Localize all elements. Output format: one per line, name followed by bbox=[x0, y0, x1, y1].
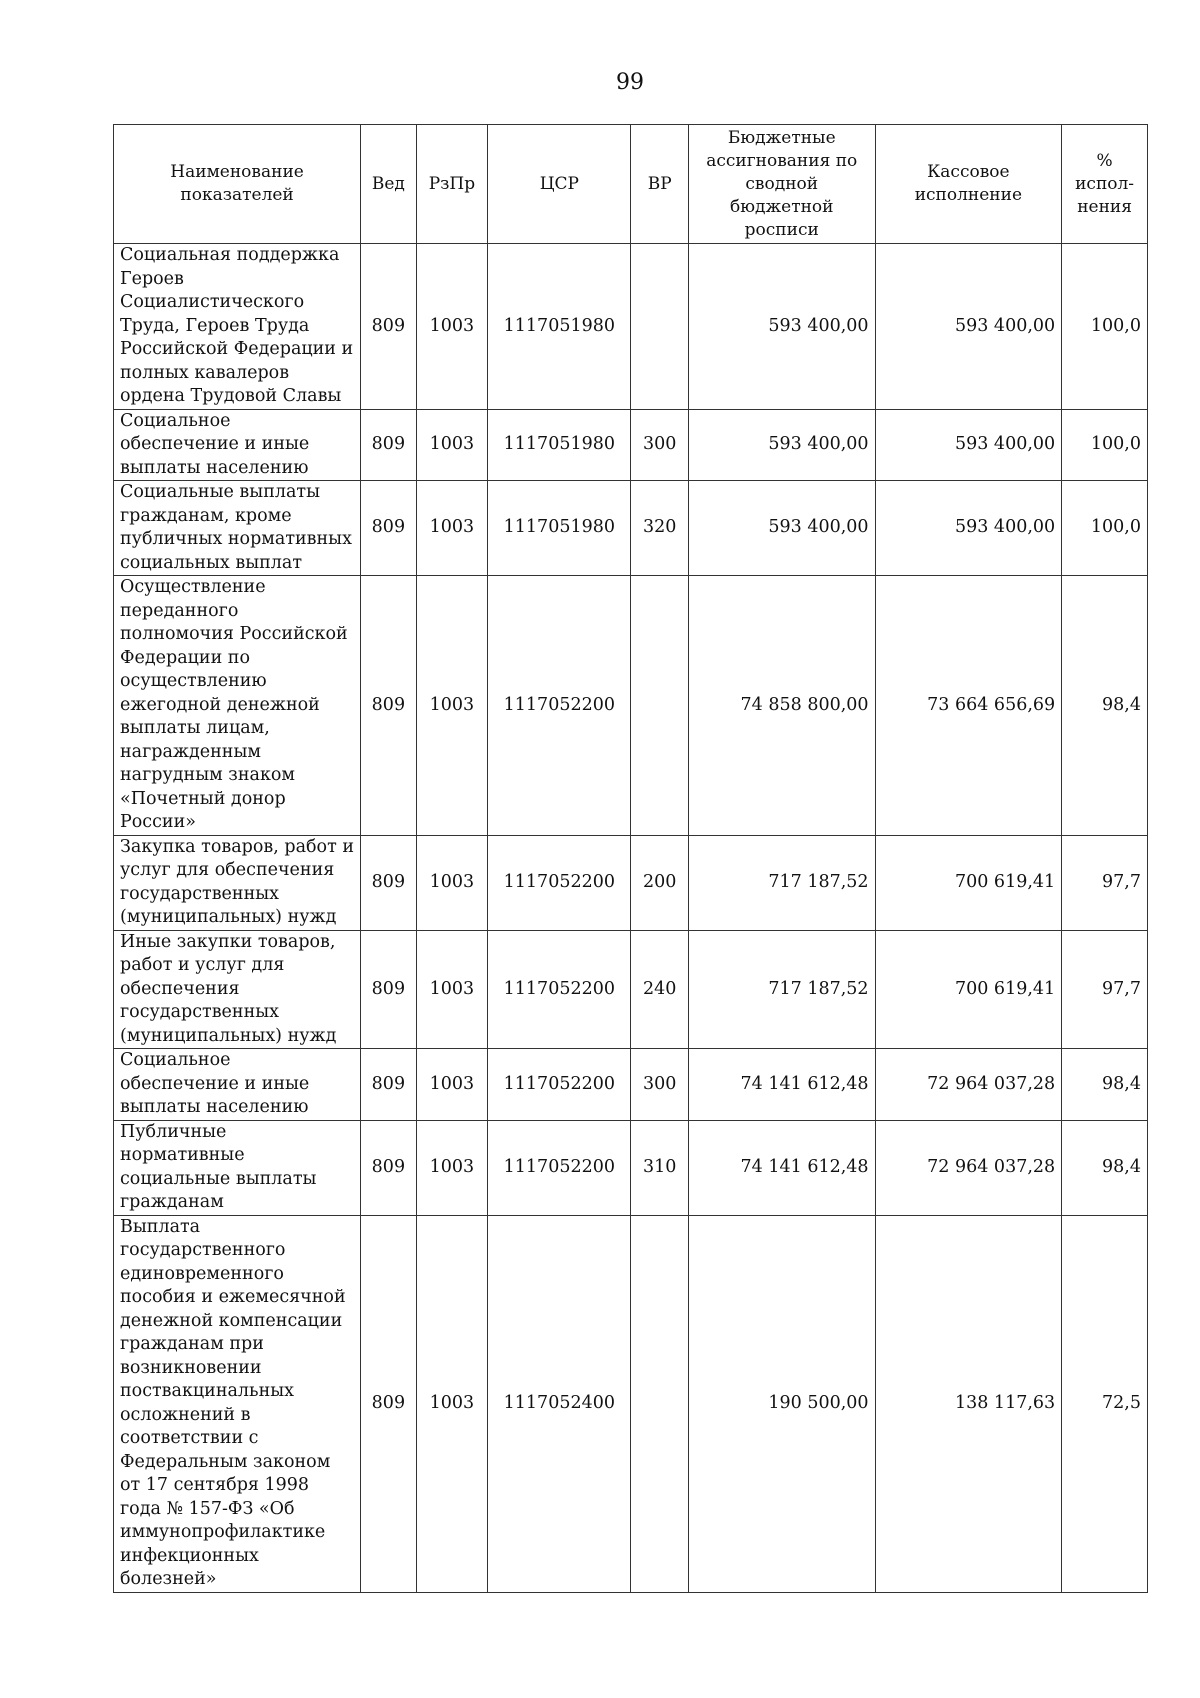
cell-cash: 593 400,00 bbox=[875, 409, 1062, 481]
header-ved: Вед bbox=[361, 125, 416, 244]
cell-name: Публичные нормативные социальные выплаты гражданам bbox=[114, 1120, 361, 1215]
header-name: Наименование показателей bbox=[114, 125, 361, 244]
cell-vr: 300 bbox=[631, 1049, 689, 1121]
header-csr: ЦСР bbox=[488, 125, 631, 244]
cell-name: Социальное обеспечение и иные выплаты населению bbox=[114, 1049, 361, 1121]
cell-vr: 310 bbox=[631, 1120, 689, 1215]
cell-rzpr: 1003 bbox=[416, 1215, 488, 1592]
cell-name: Выплата государственного единовременного пособия и ежемесячной денежной компенсации гражданам при возникновении поствакцинальных осложнений в соответствии с Федеральным законом от 17 сентября 1998 года № 157-ФЗ «Об иммунопрофилактике инфекционных болезней» bbox=[114, 1215, 361, 1592]
table-row bbox=[114, 1215, 1148, 1592]
cell-budget: 717 187,52 bbox=[688, 835, 875, 930]
cell-ved: 809 bbox=[361, 1049, 416, 1121]
cell-cash: 700 619,41 bbox=[875, 835, 1062, 930]
cell-cash: 138 117,63 bbox=[875, 1215, 1062, 1592]
cell-pct: 100,0 bbox=[1062, 244, 1148, 410]
cell-cash: 700 619,41 bbox=[875, 930, 1062, 1049]
cell-rzpr: 1003 bbox=[416, 835, 488, 930]
cell-pct: 98,4 bbox=[1062, 1120, 1148, 1215]
cell-csr: 1117052200 bbox=[488, 576, 631, 836]
header-cash: Кассовое исполнение bbox=[875, 125, 1062, 244]
cell-vr: 240 bbox=[631, 930, 689, 1049]
table-row bbox=[114, 409, 1148, 481]
cell-vr: 320 bbox=[631, 481, 689, 576]
cell-pct: 98,4 bbox=[1062, 576, 1148, 836]
cell-ved: 809 bbox=[361, 1215, 416, 1592]
header-rzpr: РзПр bbox=[416, 125, 488, 244]
cell-rzpr: 1003 bbox=[416, 576, 488, 836]
cell-rzpr: 1003 bbox=[416, 930, 488, 1049]
cell-name: Социальная поддержка Героев Социалистического Труда, Героев Труда Российской Федерации и полных кавалеров ордена Трудовой Славы bbox=[114, 244, 361, 410]
cell-pct: 100,0 bbox=[1062, 481, 1148, 576]
cell-ved: 809 bbox=[361, 930, 416, 1049]
cell-ved: 809 bbox=[361, 244, 416, 410]
cell-ved: 809 bbox=[361, 835, 416, 930]
cell-csr: 1117052200 bbox=[488, 835, 631, 930]
cell-cash: 72 964 037,28 bbox=[875, 1120, 1062, 1215]
cell-budget: 190 500,00 bbox=[688, 1215, 875, 1592]
cell-budget: 74 858 800,00 bbox=[688, 576, 875, 836]
table-row bbox=[114, 1120, 1148, 1215]
table-row bbox=[114, 481, 1148, 576]
cell-vr bbox=[631, 244, 689, 410]
cell-name: Закупка товаров, работ и услуг для обеспечения государственных (муниципальных) нужд bbox=[114, 835, 361, 930]
table-row bbox=[114, 1049, 1148, 1121]
cell-budget: 593 400,00 bbox=[688, 244, 875, 410]
cell-csr: 1117051980 bbox=[488, 409, 631, 481]
header-vr: ВР bbox=[631, 125, 689, 244]
table-header-row bbox=[114, 125, 1148, 244]
cell-name: Социальные выплаты гражданам, кроме публичных нормативных социальных выплат bbox=[114, 481, 361, 576]
cell-ved: 809 bbox=[361, 1120, 416, 1215]
cell-cash: 73 664 656,69 bbox=[875, 576, 1062, 836]
cell-vr: 200 bbox=[631, 835, 689, 930]
cell-name: Осуществление переданного полномочия Российской Федерации по осуществлению ежегодной денежной выплаты лицам, награжденным нагрудным знаком «Почетный донор России» bbox=[114, 576, 361, 836]
cell-csr: 1117051980 bbox=[488, 481, 631, 576]
cell-cash: 72 964 037,28 bbox=[875, 1049, 1062, 1121]
cell-ved: 809 bbox=[361, 576, 416, 836]
cell-name: Иные закупки товаров, работ и услуг для обеспечения государственных (муниципальных) нужд bbox=[114, 930, 361, 1049]
cell-budget: 74 141 612,48 bbox=[688, 1049, 875, 1121]
cell-csr: 1117052400 bbox=[488, 1215, 631, 1592]
cell-pct: 98,4 bbox=[1062, 1049, 1148, 1121]
table-row bbox=[114, 576, 1148, 836]
cell-pct: 100,0 bbox=[1062, 409, 1148, 481]
header-budget: Бюджетные ассигнования по сводной бюджетной росписи bbox=[688, 125, 875, 244]
header-pct: % испол-нения bbox=[1062, 125, 1148, 244]
cell-csr: 1117052200 bbox=[488, 1120, 631, 1215]
cell-rzpr: 1003 bbox=[416, 1049, 488, 1121]
cell-vr bbox=[631, 576, 689, 836]
cell-rzpr: 1003 bbox=[416, 409, 488, 481]
cell-pct: 97,7 bbox=[1062, 930, 1148, 1049]
cell-budget: 593 400,00 bbox=[688, 409, 875, 481]
budget-execution-table bbox=[113, 124, 1148, 1593]
cell-csr: 1117052200 bbox=[488, 1049, 631, 1121]
cell-cash: 593 400,00 bbox=[875, 481, 1062, 576]
page-number: 99 bbox=[616, 70, 644, 95]
cell-rzpr: 1003 bbox=[416, 244, 488, 410]
table-row bbox=[114, 930, 1148, 1049]
cell-ved: 809 bbox=[361, 481, 416, 576]
cell-pct: 72,5 bbox=[1062, 1215, 1148, 1592]
cell-rzpr: 1003 bbox=[416, 481, 488, 576]
cell-budget: 717 187,52 bbox=[688, 930, 875, 1049]
cell-vr bbox=[631, 1215, 689, 1592]
cell-csr: 1117051980 bbox=[488, 244, 631, 410]
cell-cash: 593 400,00 bbox=[875, 244, 1062, 410]
cell-csr: 1117052200 bbox=[488, 930, 631, 1049]
cell-budget: 593 400,00 bbox=[688, 481, 875, 576]
table-row bbox=[114, 244, 1148, 410]
cell-vr: 300 bbox=[631, 409, 689, 481]
cell-rzpr: 1003 bbox=[416, 1120, 488, 1215]
cell-ved: 809 bbox=[361, 409, 416, 481]
cell-name: Социальное обеспечение и иные выплаты населению bbox=[114, 409, 361, 481]
cell-budget: 74 141 612,48 bbox=[688, 1120, 875, 1215]
table-row bbox=[114, 835, 1148, 930]
cell-pct: 97,7 bbox=[1062, 835, 1148, 930]
